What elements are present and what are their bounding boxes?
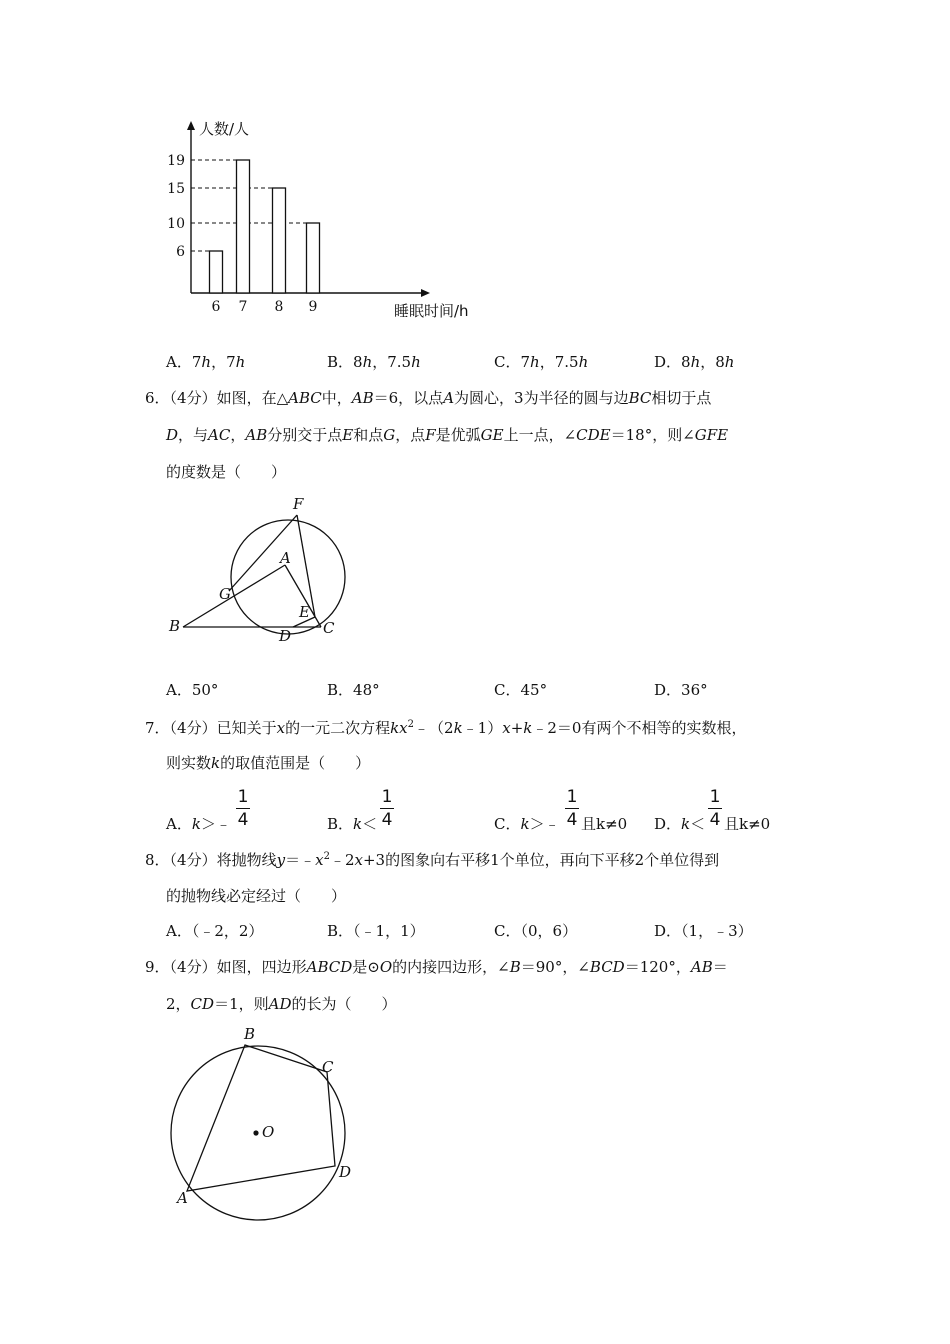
q6-geometry-figure <box>165 493 365 643</box>
q7-a-frac-bar <box>236 808 250 809</box>
q5-option-d-text: 8h，8h <box>681 353 735 371</box>
bar-9 <box>307 223 320 293</box>
y-tick-label: 19 <box>167 153 185 169</box>
q6-option-b[interactable]: B．48° <box>327 681 380 699</box>
q7-d-frac-bar <box>708 808 722 809</box>
y-axis-arrow <box>187 121 195 130</box>
q6-segment-ba <box>183 565 285 627</box>
q6-label-d: D <box>279 627 292 645</box>
q6-label-e: E <box>299 603 310 621</box>
q5-option-a-text: 7h，7h <box>191 353 246 371</box>
q7-c-frac-bar <box>565 808 579 809</box>
q9-label-o: O <box>262 1123 275 1141</box>
q7-c-frac-den: 4 <box>566 810 578 830</box>
q8-line-1: 8．（4分）将抛物线$y=﹣x^2﹣2x+3$的图象向右平移1个单位，再向下平移2个单位得到 <box>145 851 720 869</box>
q7-line-1: 7．（4分）已知关于x的一元二次方程$kx^2﹣(2k﹣1)x+k﹣2=0$有两个不相等的实数根， <box>145 719 747 737</box>
x-tick-label: 8 <box>274 299 284 315</box>
q8-option-d[interactable]: D．（1，﹣3） <box>654 922 753 940</box>
q9-quadrilateral <box>187 1045 335 1191</box>
x-tick-label: 6 <box>211 299 221 315</box>
q8-option-b[interactable]: B．（﹣1，1） <box>327 922 425 940</box>
q7-a-frac-num: 1 <box>237 787 249 807</box>
q7-d-frac-den: 4 <box>709 810 721 830</box>
sleep-time-bar-chart <box>160 115 490 325</box>
y-tick-label: 15 <box>167 181 185 197</box>
x-axis-arrow <box>421 289 430 297</box>
q7-c-frac-num: 1 <box>566 787 578 807</box>
y-tick-label: 10 <box>167 216 185 232</box>
bar-6 <box>210 251 223 293</box>
q6-label-b: B <box>169 617 181 635</box>
q6-option-c[interactable]: C．45° <box>494 681 548 699</box>
q9-center-dot <box>253 1130 258 1135</box>
q9-label-a: A <box>177 1189 188 1207</box>
q8-line-2: 的抛物线必定经过（ ） <box>166 887 347 905</box>
q9-line-1: 9．（4分）如图，四边形ABCD是⊙O的内接四边形，∠B＝90°，∠BCD＝120°，AB＝ <box>145 958 728 976</box>
q5-option-c[interactable]: C．7h，7.5h <box>494 353 589 371</box>
q5-option-b[interactable]: B．8h，7.5h <box>327 353 421 371</box>
q5-option-a[interactable]: A．7h，7h <box>166 353 246 371</box>
q7-a-frac-den: 4 <box>237 810 249 830</box>
q6-label-f: F <box>293 495 304 513</box>
q9-geometry-figure <box>165 1025 365 1230</box>
q8-option-c[interactable]: C．（0，6） <box>494 922 578 940</box>
q5-option-d[interactable]: D．8h，8h <box>654 353 735 371</box>
q6-label-c: C <box>323 619 335 637</box>
q7-b-frac-bar <box>380 808 394 809</box>
q6-line-3: 的度数是（ ） <box>166 463 287 481</box>
q6-option-a[interactable]: A．50° <box>166 681 219 699</box>
q7-d-frac-num: 1 <box>709 787 721 807</box>
x-tick-label: 9 <box>308 299 318 315</box>
q6-line-2: D，与AC，AB分别交于点E和点G，点F是优弧GE上一点，∠CDE＝18°，则∠GFE <box>166 426 729 444</box>
q5-option-b-text: 8h，7.5h <box>353 353 421 371</box>
y-tick-label: 6 <box>176 244 185 260</box>
q9-line-2: 2，CD＝1，则AD的长为（ ） <box>166 995 397 1013</box>
q7-b-frac-num: 1 <box>381 787 393 807</box>
q6-option-d[interactable]: D．36° <box>654 681 708 699</box>
bar-7 <box>237 160 250 293</box>
q8-option-a[interactable]: A．（﹣2，2） <box>166 922 264 940</box>
q7-b-frac-den: 4 <box>381 810 393 830</box>
x-axis-label: 睡眠时间/h <box>394 302 469 320</box>
y-axis-label: 人数/人 <box>199 120 250 138</box>
x-tick-label: 7 <box>238 299 248 315</box>
q6-circle <box>231 520 345 634</box>
q5-option-c-text: 7h，7.5h <box>520 353 589 371</box>
q6-label-a: A <box>280 549 291 567</box>
bar-8 <box>273 188 286 293</box>
q6-line-1: 6．（4分）如图，在△ABC中，AB＝6，以点A为圆心，3为半径的圆与边BC相切于点 <box>145 389 712 407</box>
q9-label-b: B <box>244 1025 256 1043</box>
q6-label-g: G <box>219 585 231 603</box>
q9-label-c: C <box>322 1058 334 1076</box>
q7-line-2: 则实数k的取值范围是（ ） <box>166 754 371 772</box>
q9-label-d: D <box>339 1163 352 1181</box>
